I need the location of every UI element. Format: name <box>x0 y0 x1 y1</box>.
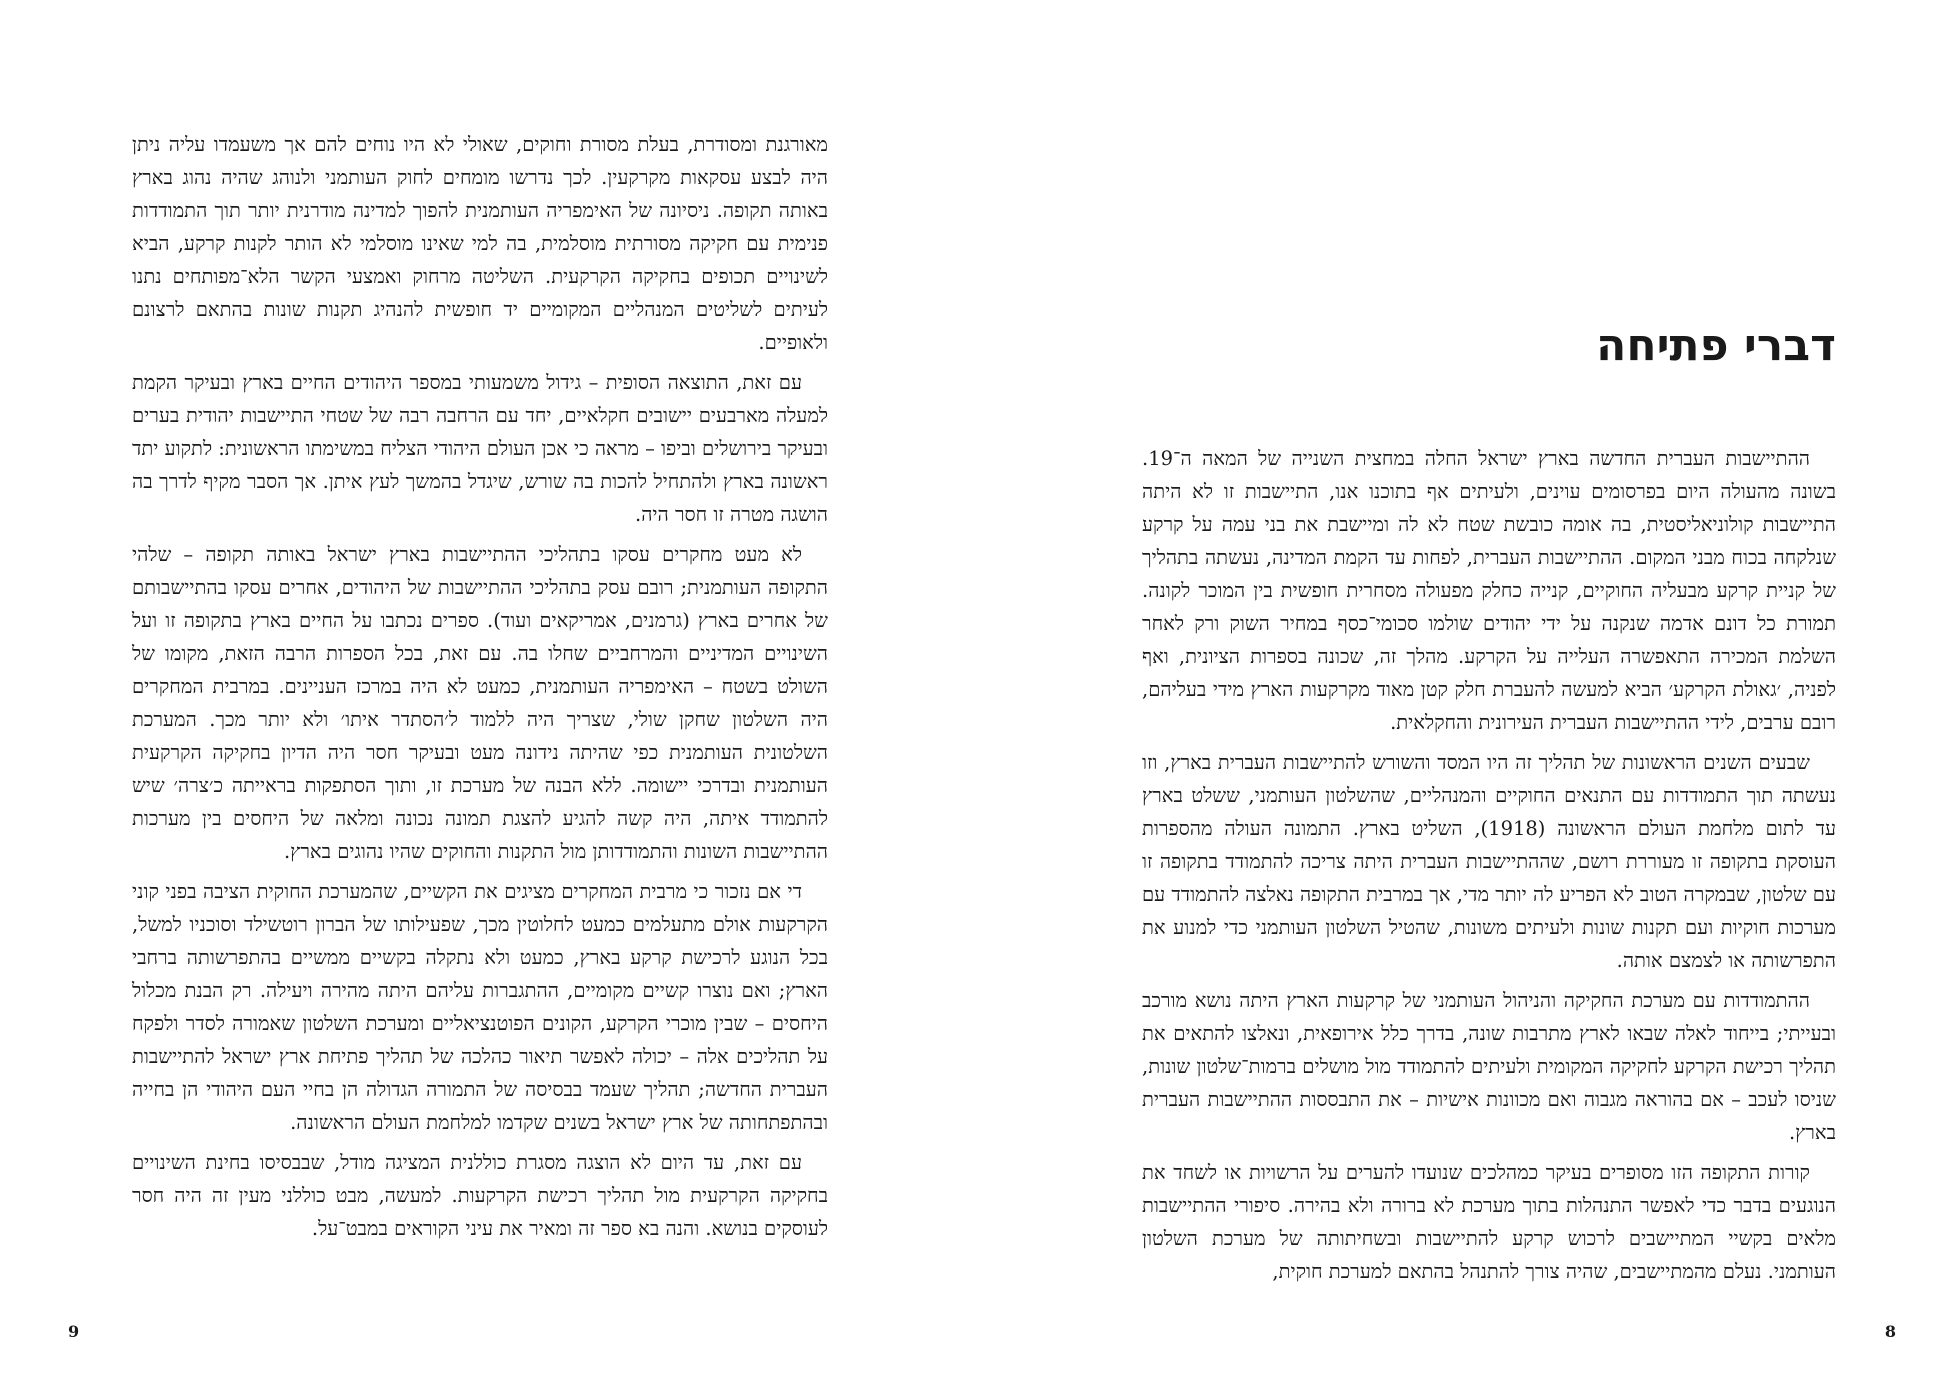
paragraph: די אם נזכור כי מרבית המחקרים מציגים את הקשיים, שהמערכת החוקית הציבה בפני קוני הקרקעות אולם מתעלמים כמעט לחלוטין מכך, שפעילותו של הברון רוטשילד וסוכניו למשל, בכל הנוגע לרכישת קרקע בארץ, כמעט ולא נתקלה בקשיים ממשיים בהתפרשותה ברחבי הארץ; ואם נוצרו קשיים מקומיים, ההתגברות עליהם היתה מהירה ויעילה. רק הבנת מכלול היחסים – שבין מוכרי הקרקע, הקונים הפוטנציאליים ומערכת השלטון שאמורה לסדר ולפקח על תהליכים אלה – יכולה לאפשר תיאור כהלכה של תהליך פתיחת ארץ ישראל להתיישבות העברית החדשה; תהליך שעמד בבסיסה של התמורה הגדולה הן בחיי העם היהודי הן בחייה ובהתפתחותה של ארץ ישראל בשנים שקדמו למלחמת העולם הראשונה. <box>132 880 828 1134</box>
right-page-text <box>1142 442 1836 1295</box>
page-number: 8 <box>1884 1322 1896 1341</box>
left-page-text <box>132 128 828 1252</box>
paragraph: ההתיישבות העברית החדשה בארץ ישראל החלה במחצית השנייה של המאה ה־19. בשונה מהעולה היום בפרסומים עוינים, ולעיתים אף בתוכנו אנו, התיישבות זו לא היתה התיישבות קולוניאליסטית, בה אומה כובשת שטח לא לה ומיישבת את בני עמה על קרקע שנלקחה בכוח מבני המקום. ההתיישבות העברית, לפחות עד הקמת המדינה, נעשתה בתהליך של קניית קרקע מבעליה החוקיים, קנייה כחלק מפעולה מסחרית חופשית בין המוכר לקונה. תמורת כל דונם אדמה שנקנה על ידי יהודים שולמו סכומי־כסף במחיר השוק ורק לאחר השלמת המכירה התאפשרה העלייה על הקרקע. מהלך זה, שכונה בספרות הציונית, ואף לפניה, ׳גאולת הקרקע׳ הביא למעשה להעברת חלק קטן מאוד מקרקעות הארץ מידי בעליהם, רובם ערבים, לידי ההתיישבות העברית העירונית והחקלאית. <box>1142 447 1836 734</box>
page-number: 9 <box>68 1322 80 1341</box>
paragraph: קורות התקופה הזו מסופרים בעיקר כמהלכים שנועדו להערים על הרשויות או לשחד את הנוגעים בדבר כדי לאפשר התנהלות בתוך מערכת לא ברורה ולא בהירה. סיפורי ההתיישבות מלאים בקשיי המתיישבים לרכוש קרקע להתיישבות ובשחיתותה של מערכת השלטון העותמני. נעלם מהמתיישבים, שהיה צורך להתנהל בהתאם למערכת חוקית, <box>1142 1161 1836 1283</box>
chapter-title: דברי פתיחה <box>1596 320 1836 371</box>
paragraph: עם זאת, עד היום לא הוצגה מסגרת כוללנית המציגה מודל, שבבסיסו בחינת השינויים בחקיקה הקרקעית מול תהליך רכישת הקרקעות. למעשה, מבט כוללני מעין זה היה חסר לעוסקים בנושא. והנה בא ספר זה ומאיר את עיני הקוראים במבט־על. <box>132 1151 828 1240</box>
paragraph: שבעים השנים הראשונות של תהליך זה היו המסד והשורש להתיישבות העברית בארץ, וזו נעשתה תוך התמודדות עם התנאים החוקיים והמנהליים, שהשלטון העותמני, ששלט בארץ עד לתום מלחמת העולם הראשונה (1918), השליט בארץ. התמונה העולה מהספרות העוסקת בתקופה זו מעוררת רושם, שההתיישבות העברית היתה צריכה להתמודד בתקופה זו עם שלטון, שבמקרה הטוב לא הפריע לה יותר מדי, אך במרבית התקופה נאלצה להתמודד עם מערכות חוקיות ועם תקנות שונות ולעיתים משונות, שהטיל השלטון העותמני כדי למנוע את התפרשותה או לצמצם אותה. <box>1142 751 1837 972</box>
right-page <box>980 0 1960 1396</box>
paragraph: מאורגנת ומסודרת, בעלת מסורת וחוקים, שאולי לא היו נוחים להם אך משעמדו עליה ניתן היה לבצע עסקאות מקרקעין. לכך נדרשו מומחים לחוק העותמני ולנוהג שהיה נהוג בארץ באותה תקופה. ניסיונה של האימפריה העותמנית להפוך למדינה מודרנית יותר תוך התמודדות פנימית עם חקיקה מסורתית מוסלמית, בה למי שאינו מוסלמי לא הותר לקנות קרקע, הביא לשינויים תכופים בחקיקה הקרקעית. השליטה מרחוק ואמצעי הקשר הלא־מפותחים נתנו לעיתים לשליטים המנהליים המקומיים יד חופשית להנהיג תקנות שונות בהתאם לרצונם ולאופיים. <box>132 133 828 354</box>
paragraph: לא מעט מחקרים עסקו בתהליכי ההתיישבות בארץ ישראל באותה תקופה – שלהי התקופה העותמנית; רובם עסק בתהליכי ההתיישבות של היהודים, אחרים עסקו בהתיישבותם של אחרים בארץ (גרמנים, אמריקאים ועוד). ספרים נכתבו על החיים בארץ בתקופה זו ועל השינויים המדיניים והמרחביים שחלו בה. עם זאת, בכל הספרות הרבה הזאת, מקומו של השולט בשטח – האימפריה העותמנית, כמעט לא היה במרכז העניינים. במרבית המחקרים היה השלטון שחקן שולי, שצריך היה ללמוד ל׳הסתדר איתו׳ ולא יותר מכך. המערכת השלטונית העותמנית כפי שהיתה נידונה מעט ובעיקר חסר היה הדיון בחקיקה הקרקעית העותמנית ובדרכי יישומה. ללא הבנה של מערכת זו, ותוך הסתפקות בראייתה כ׳צרה׳ שיש להתמודד איתה, היה קשה להגיע להצגת תמונה נכונה ומלאה של היחסים בין מערכות ההתיישבות השונות והתמודדותן מול התקנות והחוקים שהיו נהוגים בארץ. <box>132 543 828 863</box>
paragraph: ההתמודדות עם מערכת החקיקה והניהול העותמני של קרקעות הארץ היתה נושא מורכב ובעייתי; בייחוד לאלה שבאו לארץ מתרבות שונה, בדרך כלל אירופאית, ונאלצו להתאים את תהליך רכישת הקרקע לחקיקה המקומית ולעיתים להתמודד מול מושלים ברמות־שלטון שונות, שניסו לעכב – אם בהוראה מגבוה ואם מכוונות אישיות – את התבססות ההתיישבות העברית בארץ. <box>1142 989 1836 1144</box>
paragraph: עם זאת, התוצאה הסופית – גידול משמעותי במספר היהודים החיים בארץ ובעיקר הקמת למעלה מארבעים יישובים חקלאיים, יחד עם הרחבה רבה של שטחי התיישבות יהודית בערים ובעיקר בירושלים וביפו – מראה כי אכן העולם היהודי הצליח במשימתו הראשונית: לתקוע יתד ראשונה בארץ ולהתחיל להכות בה שורש, שיגדל בהמשך לעץ איתן. אך הסבר מקיף לדרך בה הושגה מטרה זו חסר היה. <box>132 371 828 526</box>
